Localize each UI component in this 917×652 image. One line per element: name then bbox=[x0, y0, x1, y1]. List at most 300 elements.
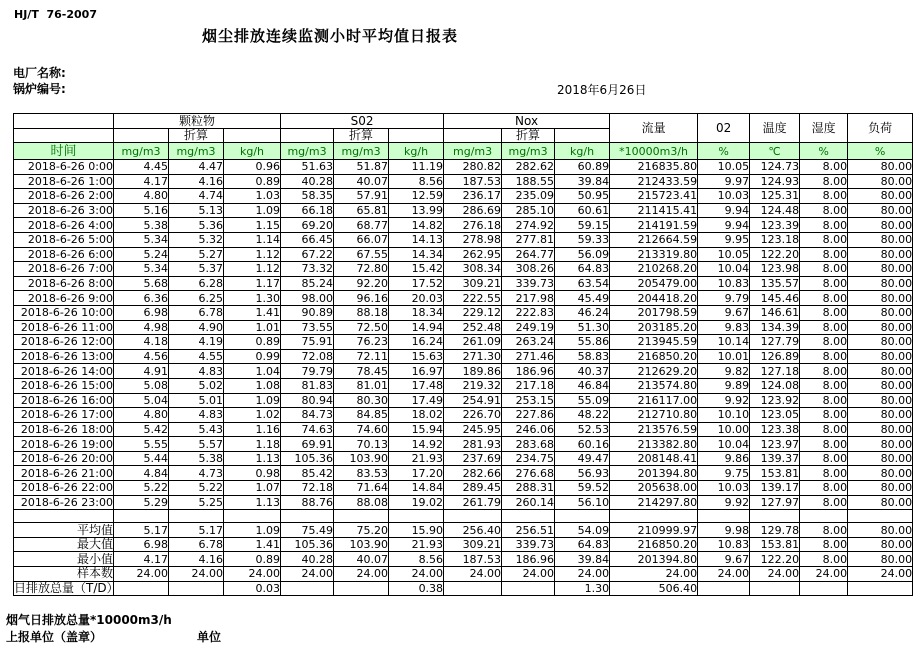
col-header-load: 负荷 bbox=[848, 114, 913, 143]
data-cell: 189.86 bbox=[444, 364, 502, 379]
data-cell: 40.07 bbox=[334, 174, 389, 189]
data-cell: 5.44 bbox=[114, 451, 169, 466]
time-cell: 2018-6-26 22:00 bbox=[14, 481, 114, 496]
data-cell: 64.83 bbox=[555, 262, 610, 277]
table-row bbox=[14, 393, 913, 408]
data-cell: 60.61 bbox=[555, 203, 610, 218]
data-cell: 1.30 bbox=[224, 291, 281, 306]
spacer-body bbox=[14, 510, 913, 523]
data-cell: 271.30 bbox=[444, 349, 502, 364]
summary-cell: 8.00 bbox=[800, 552, 848, 567]
summary-rows bbox=[14, 523, 913, 596]
data-cell: 213576.59 bbox=[610, 422, 698, 437]
data-cell: 65.81 bbox=[334, 203, 389, 218]
table-row bbox=[14, 451, 913, 466]
data-cell: 14.34 bbox=[389, 247, 444, 262]
summary-label: 样本数 bbox=[14, 567, 114, 582]
data-cell: 212433.59 bbox=[610, 174, 698, 189]
data-cell: 4.45 bbox=[114, 160, 169, 175]
data-cell: 5.43 bbox=[169, 422, 224, 437]
data-cell: 68.77 bbox=[334, 218, 389, 233]
summary-label: 平均值 bbox=[14, 523, 114, 538]
data-cell: 1.09 bbox=[224, 203, 281, 218]
data-cell: 8.00 bbox=[800, 451, 848, 466]
data-cell: 4.90 bbox=[169, 320, 224, 335]
data-cell: 58.83 bbox=[555, 349, 610, 364]
data-cell: 72.80 bbox=[334, 262, 389, 277]
table-row bbox=[14, 422, 913, 437]
data-cell: 245.95 bbox=[444, 422, 502, 437]
data-cell: 55.09 bbox=[555, 393, 610, 408]
time-cell: 2018-6-26 17:00 bbox=[14, 408, 114, 423]
data-cell: 80.00 bbox=[848, 203, 913, 218]
blank-cell bbox=[502, 510, 555, 523]
data-cell: 264.77 bbox=[502, 247, 555, 262]
report-unit-label: 上报单位（盖章） bbox=[6, 630, 103, 644]
data-cell: 52.53 bbox=[555, 422, 610, 437]
data-cell: 15.94 bbox=[389, 422, 444, 437]
data-cell: 8.00 bbox=[800, 393, 848, 408]
table-row bbox=[14, 320, 913, 335]
col-group-nox: Nox bbox=[444, 114, 610, 129]
unit-cell: kg/h bbox=[224, 143, 281, 160]
summary-cell: 339.73 bbox=[502, 537, 555, 552]
summary-cell bbox=[750, 581, 800, 596]
summary-row bbox=[14, 537, 913, 552]
data-cell: 278.98 bbox=[444, 232, 502, 247]
data-cell: 8.00 bbox=[800, 262, 848, 277]
data-cell: 214297.80 bbox=[610, 495, 698, 510]
unit-cell: kg/h bbox=[389, 143, 444, 160]
time-cell: 2018-6-26 21:00 bbox=[14, 466, 114, 481]
data-cell: 5.01 bbox=[169, 393, 224, 408]
time-cell: 2018-6-26 5:00 bbox=[14, 232, 114, 247]
data-cell: 9.95 bbox=[698, 232, 750, 247]
data-cell: 1.15 bbox=[224, 218, 281, 233]
data-cell: 1.12 bbox=[224, 262, 281, 277]
data-cell: 123.05 bbox=[750, 408, 800, 423]
data-cell: 139.17 bbox=[750, 481, 800, 496]
data-cell: 282.66 bbox=[444, 466, 502, 481]
data-cell: 80.00 bbox=[848, 305, 913, 320]
data-cell: 4.16 bbox=[169, 174, 224, 189]
time-cell: 2018-6-26 11:00 bbox=[14, 320, 114, 335]
data-cell: 309.21 bbox=[444, 276, 502, 291]
summary-cell: 1.09 bbox=[224, 523, 281, 538]
data-cell: 124.08 bbox=[750, 378, 800, 393]
summary-cell: 4.16 bbox=[169, 552, 224, 567]
summary-cell: 24.00 bbox=[334, 567, 389, 582]
report-table bbox=[13, 113, 913, 596]
summary-cell: 24.00 bbox=[750, 567, 800, 582]
data-cell: 5.29 bbox=[114, 495, 169, 510]
data-cell: 60.89 bbox=[555, 160, 610, 175]
data-cell: 80.00 bbox=[848, 495, 913, 510]
data-cell: 17.52 bbox=[389, 276, 444, 291]
data-cell: 59.33 bbox=[555, 232, 610, 247]
data-cell: 4.74 bbox=[169, 189, 224, 204]
blank-cell bbox=[389, 129, 444, 143]
table-row bbox=[14, 364, 913, 379]
data-cell: 260.14 bbox=[502, 495, 555, 510]
data-cell: 1.41 bbox=[224, 305, 281, 320]
blank-cell bbox=[114, 129, 169, 143]
blank-cell bbox=[444, 129, 502, 143]
data-cell: 5.57 bbox=[169, 437, 224, 452]
data-cell: 280.82 bbox=[444, 160, 502, 175]
data-cell: 80.00 bbox=[848, 408, 913, 423]
data-cell: 135.57 bbox=[750, 276, 800, 291]
table-row bbox=[14, 218, 913, 233]
data-cell: 83.53 bbox=[334, 466, 389, 481]
data-cell: 1.03 bbox=[224, 189, 281, 204]
data-cell: 123.97 bbox=[750, 437, 800, 452]
data-cell: 90.89 bbox=[281, 305, 334, 320]
data-cell: 253.15 bbox=[502, 393, 555, 408]
data-cell: 127.79 bbox=[750, 335, 800, 350]
summary-cell: 309.21 bbox=[444, 537, 502, 552]
data-cell: 17.48 bbox=[389, 378, 444, 393]
data-cell: 4.17 bbox=[114, 174, 169, 189]
summary-cell: 216850.20 bbox=[610, 537, 698, 552]
summary-cell: 80.00 bbox=[848, 537, 913, 552]
data-cell: 126.89 bbox=[750, 349, 800, 364]
data-cell: 222.83 bbox=[502, 305, 555, 320]
data-cell: 5.38 bbox=[169, 451, 224, 466]
data-cell: 8.00 bbox=[800, 203, 848, 218]
data-cell: 208148.41 bbox=[610, 451, 698, 466]
data-cell: 263.24 bbox=[502, 335, 555, 350]
blank-cell bbox=[14, 114, 114, 129]
data-cell: 80.94 bbox=[281, 393, 334, 408]
data-cell: 51.30 bbox=[555, 320, 610, 335]
data-cell: 9.79 bbox=[698, 291, 750, 306]
summary-cell: 122.20 bbox=[750, 552, 800, 567]
data-cell: 49.47 bbox=[555, 451, 610, 466]
summary-cell: 201394.80 bbox=[610, 552, 698, 567]
boiler-no-label: 锅炉编号: bbox=[13, 82, 66, 96]
data-cell: 4.84 bbox=[114, 466, 169, 481]
data-cell: 14.82 bbox=[389, 218, 444, 233]
blank-cell bbox=[555, 129, 610, 143]
blank-cell bbox=[281, 510, 334, 523]
table-row bbox=[14, 495, 913, 510]
unit-cell: mg/m3 bbox=[169, 143, 224, 160]
data-cell: 14.84 bbox=[389, 481, 444, 496]
summary-cell: 24.00 bbox=[281, 567, 334, 582]
data-cell: 12.59 bbox=[389, 189, 444, 204]
table-header bbox=[14, 114, 913, 160]
data-cell: 60.16 bbox=[555, 437, 610, 452]
data-cell: 227.86 bbox=[502, 408, 555, 423]
summary-cell: 9.98 bbox=[698, 523, 750, 538]
data-cell: 10.04 bbox=[698, 262, 750, 277]
standard-code: HJ/T 76-2007 bbox=[14, 8, 97, 21]
col-header-humidity: 湿度 bbox=[800, 114, 848, 143]
summary-cell: 24.00 bbox=[555, 567, 610, 582]
time-cell: 2018-6-26 6:00 bbox=[14, 247, 114, 262]
data-cell: 9.67 bbox=[698, 305, 750, 320]
time-cell: 2018-6-26 15:00 bbox=[14, 378, 114, 393]
spacer-row bbox=[14, 510, 913, 523]
summary-cell: 24.00 bbox=[848, 567, 913, 582]
data-cell: 216850.20 bbox=[610, 349, 698, 364]
data-cell: 308.34 bbox=[444, 262, 502, 277]
table-row bbox=[14, 349, 913, 364]
summary-cell: 54.09 bbox=[555, 523, 610, 538]
data-cell: 84.73 bbox=[281, 408, 334, 423]
data-cell: 15.42 bbox=[389, 262, 444, 277]
data-cell: 4.47 bbox=[169, 160, 224, 175]
data-cell: 4.56 bbox=[114, 349, 169, 364]
data-cell: 6.28 bbox=[169, 276, 224, 291]
data-cell: 80.00 bbox=[848, 276, 913, 291]
data-cell: 8.00 bbox=[800, 276, 848, 291]
data-cell: 213319.80 bbox=[610, 247, 698, 262]
data-cell: 282.62 bbox=[502, 160, 555, 175]
summary-cell: 186.96 bbox=[502, 552, 555, 567]
data-cell: 10.14 bbox=[698, 335, 750, 350]
table-row bbox=[14, 262, 913, 277]
summary-cell: 64.83 bbox=[555, 537, 610, 552]
data-cell: 6.36 bbox=[114, 291, 169, 306]
data-cell: 9.97 bbox=[698, 174, 750, 189]
time-cell: 2018-6-26 9:00 bbox=[14, 291, 114, 306]
data-cell: 252.48 bbox=[444, 320, 502, 335]
data-cell: 216835.80 bbox=[610, 160, 698, 175]
data-cell: 125.31 bbox=[750, 189, 800, 204]
data-cell: 204418.20 bbox=[610, 291, 698, 306]
data-cell: 1.13 bbox=[224, 451, 281, 466]
data-cell: 203185.20 bbox=[610, 320, 698, 335]
table-row bbox=[14, 291, 913, 306]
summary-cell: 40.07 bbox=[334, 552, 389, 567]
data-cell: 46.84 bbox=[555, 378, 610, 393]
data-cell: 0.99 bbox=[224, 349, 281, 364]
data-cell: 285.10 bbox=[502, 203, 555, 218]
data-cell: 80.00 bbox=[848, 393, 913, 408]
col-header-converted-so2: 折算 bbox=[334, 129, 389, 143]
summary-row bbox=[14, 581, 913, 596]
data-cell: 1.16 bbox=[224, 422, 281, 437]
data-cell: 4.73 bbox=[169, 466, 224, 481]
data-cell: 8.00 bbox=[800, 364, 848, 379]
data-cell: 0.98 bbox=[224, 466, 281, 481]
col-header-temperature: 温度 bbox=[750, 114, 800, 143]
data-cell: 5.02 bbox=[169, 378, 224, 393]
data-cell: 50.95 bbox=[555, 189, 610, 204]
summary-cell: 24.00 bbox=[800, 567, 848, 582]
unit-cell: ℃ bbox=[750, 143, 800, 160]
data-cell: 5.42 bbox=[114, 422, 169, 437]
table-row bbox=[14, 481, 913, 496]
data-cell: 216117.00 bbox=[610, 393, 698, 408]
summary-cell: 80.00 bbox=[848, 552, 913, 567]
data-cell: 127.18 bbox=[750, 364, 800, 379]
data-cell: 72.08 bbox=[281, 349, 334, 364]
data-cell: 8.00 bbox=[800, 481, 848, 496]
data-cell: 80.00 bbox=[848, 335, 913, 350]
plant-name-label: 电厂名称: bbox=[13, 66, 66, 80]
data-cell: 5.36 bbox=[169, 218, 224, 233]
data-cell: 69.91 bbox=[281, 437, 334, 452]
data-cell: 15.63 bbox=[389, 349, 444, 364]
table-row bbox=[14, 247, 913, 262]
data-cell: 80.00 bbox=[848, 160, 913, 175]
data-cell: 10.03 bbox=[698, 189, 750, 204]
unit-cell: *10000m3/h bbox=[610, 143, 698, 160]
unit-cell: % bbox=[848, 143, 913, 160]
data-cell: 40.28 bbox=[281, 174, 334, 189]
data-cell: 84.85 bbox=[334, 408, 389, 423]
data-cell: 4.55 bbox=[169, 349, 224, 364]
data-cell: 5.13 bbox=[169, 203, 224, 218]
data-cell: 1.04 bbox=[224, 364, 281, 379]
data-cell: 19.02 bbox=[389, 495, 444, 510]
data-cell: 85.42 bbox=[281, 466, 334, 481]
time-cell: 2018-6-26 0:00 bbox=[14, 160, 114, 175]
data-cell: 205638.00 bbox=[610, 481, 698, 496]
data-cell: 9.94 bbox=[698, 203, 750, 218]
summary-cell bbox=[334, 581, 389, 596]
summary-cell: 75.20 bbox=[334, 523, 389, 538]
data-cell: 66.07 bbox=[334, 232, 389, 247]
data-cell: 1.14 bbox=[224, 232, 281, 247]
flow-total-note: 烟气日排放总量*10000m3/h bbox=[6, 613, 172, 627]
col-header-flow: 流量 bbox=[610, 114, 698, 143]
data-cell: 67.22 bbox=[281, 247, 334, 262]
summary-cell bbox=[169, 581, 224, 596]
data-cell: 8.00 bbox=[800, 174, 848, 189]
data-cell: 10.04 bbox=[698, 437, 750, 452]
data-cell: 186.96 bbox=[502, 364, 555, 379]
col-group-so2: S02 bbox=[281, 114, 444, 129]
data-cell: 188.55 bbox=[502, 174, 555, 189]
data-cell: 56.93 bbox=[555, 466, 610, 481]
data-cell: 10.00 bbox=[698, 422, 750, 437]
data-cell: 85.24 bbox=[281, 276, 334, 291]
data-cell: 229.12 bbox=[444, 305, 502, 320]
data-cell: 127.97 bbox=[750, 495, 800, 510]
summary-cell: 129.78 bbox=[750, 523, 800, 538]
data-cell: 39.84 bbox=[555, 174, 610, 189]
time-cell: 2018-6-26 10:00 bbox=[14, 305, 114, 320]
summary-cell: 24.00 bbox=[444, 567, 502, 582]
summary-cell bbox=[800, 581, 848, 596]
summary-cell bbox=[502, 581, 555, 596]
data-cell: 308.26 bbox=[502, 262, 555, 277]
summary-cell: 21.93 bbox=[389, 537, 444, 552]
summary-cell: 8.00 bbox=[800, 523, 848, 538]
data-cell: 237.69 bbox=[444, 451, 502, 466]
data-cell: 235.09 bbox=[502, 189, 555, 204]
data-cell: 88.18 bbox=[334, 305, 389, 320]
blank-cell bbox=[14, 510, 114, 523]
data-cell: 6.78 bbox=[169, 305, 224, 320]
data-cell: 4.80 bbox=[114, 408, 169, 423]
data-cell: 66.18 bbox=[281, 203, 334, 218]
col-header-converted-pm: 折算 bbox=[169, 129, 224, 143]
data-cell: 213382.80 bbox=[610, 437, 698, 452]
summary-cell: 506.40 bbox=[610, 581, 698, 596]
report-date: 2018年6月26日 bbox=[557, 83, 647, 97]
data-cell: 8.00 bbox=[800, 378, 848, 393]
summary-cell: 24.00 bbox=[169, 567, 224, 582]
data-cell: 212629.20 bbox=[610, 364, 698, 379]
data-cell: 274.92 bbox=[502, 218, 555, 233]
unit-cell: mg/m3 bbox=[334, 143, 389, 160]
data-cell: 288.31 bbox=[502, 481, 555, 496]
blank-cell bbox=[114, 510, 169, 523]
summary-cell: 24.00 bbox=[114, 567, 169, 582]
time-cell: 2018-6-26 16:00 bbox=[14, 393, 114, 408]
summary-label: 日排放总量（T/D） bbox=[14, 580, 119, 595]
data-cell: 1.01 bbox=[224, 320, 281, 335]
data-cell: 122.20 bbox=[750, 247, 800, 262]
summary-cell: 10.83 bbox=[698, 537, 750, 552]
data-cell: 205479.00 bbox=[610, 276, 698, 291]
data-cell: 6.98 bbox=[114, 305, 169, 320]
data-cell: 5.22 bbox=[114, 481, 169, 496]
summary-cell: 24.00 bbox=[389, 567, 444, 582]
summary-row bbox=[14, 567, 913, 582]
data-rows bbox=[14, 160, 913, 510]
time-cell: 2018-6-26 12:00 bbox=[14, 335, 114, 350]
summary-cell: 6.98 bbox=[114, 537, 169, 552]
data-cell: 4.18 bbox=[114, 335, 169, 350]
data-cell: 123.18 bbox=[750, 232, 800, 247]
data-cell: 124.73 bbox=[750, 160, 800, 175]
data-cell: 283.68 bbox=[502, 437, 555, 452]
data-cell: 9.89 bbox=[698, 378, 750, 393]
data-cell: 80.00 bbox=[848, 466, 913, 481]
summary-cell: 75.49 bbox=[281, 523, 334, 538]
data-cell: 8.00 bbox=[800, 160, 848, 175]
data-cell: 5.55 bbox=[114, 437, 169, 452]
data-cell: 74.63 bbox=[281, 422, 334, 437]
data-cell: 69.20 bbox=[281, 218, 334, 233]
data-cell: 5.16 bbox=[114, 203, 169, 218]
data-cell: 286.69 bbox=[444, 203, 502, 218]
data-cell: 249.19 bbox=[502, 320, 555, 335]
summary-cell: 187.53 bbox=[444, 552, 502, 567]
data-cell: 10.83 bbox=[698, 276, 750, 291]
table-row bbox=[14, 378, 913, 393]
summary-label: 最小值 bbox=[14, 552, 114, 567]
table-row bbox=[14, 203, 913, 218]
data-cell: 80.00 bbox=[848, 320, 913, 335]
time-cell: 2018-6-26 1:00 bbox=[14, 174, 114, 189]
data-cell: 217.98 bbox=[502, 291, 555, 306]
data-cell: 5.38 bbox=[114, 218, 169, 233]
data-cell: 153.81 bbox=[750, 466, 800, 481]
unit-cell: mg/m3 bbox=[444, 143, 502, 160]
data-cell: 5.68 bbox=[114, 276, 169, 291]
data-cell: 63.54 bbox=[555, 276, 610, 291]
data-cell: 8.00 bbox=[800, 218, 848, 233]
summary-cell: 105.36 bbox=[281, 537, 334, 552]
time-cell: 2018-6-26 2:00 bbox=[14, 189, 114, 204]
data-cell: 72.11 bbox=[334, 349, 389, 364]
data-cell: 262.95 bbox=[444, 247, 502, 262]
data-cell: 1.12 bbox=[224, 247, 281, 262]
unit-cell: % bbox=[698, 143, 750, 160]
data-cell: 1.17 bbox=[224, 276, 281, 291]
time-cell: 2018-6-26 4:00 bbox=[14, 218, 114, 233]
data-cell: 9.83 bbox=[698, 320, 750, 335]
blank-cell bbox=[698, 510, 750, 523]
data-cell: 219.32 bbox=[444, 378, 502, 393]
